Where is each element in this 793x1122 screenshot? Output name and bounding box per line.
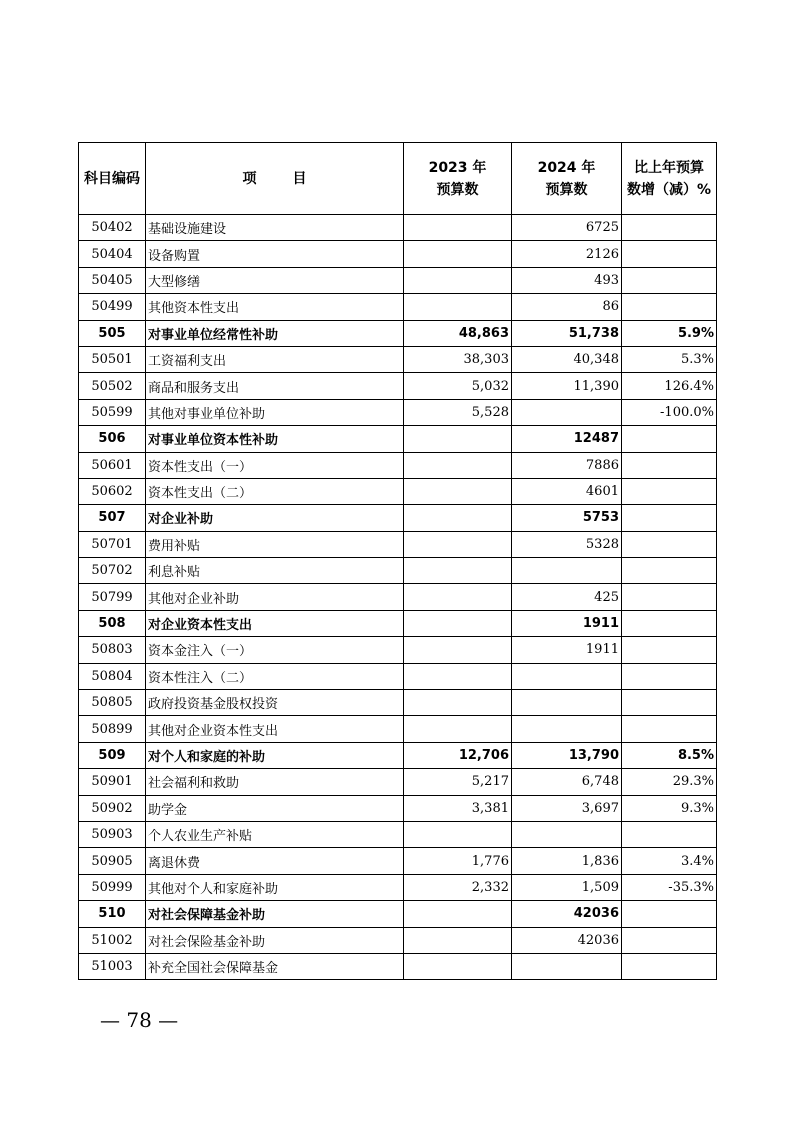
cell-2024: 5753: [512, 505, 622, 531]
cell-2024: 7886: [512, 452, 622, 478]
cell-name: 资本金注入（一）: [146, 637, 404, 663]
cell-change: [622, 294, 717, 320]
cell-2023: 5,032: [404, 373, 512, 399]
cell-change: -35.3%: [622, 874, 717, 900]
cell-2023: 38,303: [404, 346, 512, 372]
table-row: [79, 769, 717, 795]
table-row: [79, 690, 717, 716]
cell-code: 508: [79, 610, 146, 636]
cell-change: [622, 663, 717, 689]
cell-change: [622, 241, 717, 267]
table-row: [79, 927, 717, 953]
cell-2024: 11,390: [512, 373, 622, 399]
cell-name: 个人农业生产补贴: [146, 821, 404, 847]
cell-code: 50899: [79, 716, 146, 742]
cell-change: [622, 558, 717, 584]
table-row: [79, 478, 717, 504]
cell-code: 50805: [79, 690, 146, 716]
cell-change: 5.3%: [622, 346, 717, 372]
cell-name: 社会福利和救助: [146, 769, 404, 795]
table-row: [79, 874, 717, 900]
cell-2024: 5328: [512, 531, 622, 557]
cell-name: 其他对企业资本性支出: [146, 716, 404, 742]
table-row: [79, 452, 717, 478]
cell-2023: [404, 637, 512, 663]
cell-2024: 42036: [512, 927, 622, 953]
cell-change: 8.5%: [622, 742, 717, 768]
header-2023-line1: 2023 年: [428, 159, 487, 176]
cell-code: 50701: [79, 531, 146, 557]
cell-name: 其他对企业补助: [146, 584, 404, 610]
cell-name: 大型修缮: [146, 267, 404, 293]
cell-name: 对事业单位资本性补助: [146, 426, 404, 452]
table-header-row: [79, 143, 717, 215]
table-row: [79, 953, 717, 979]
cell-name: 其他对个人和家庭补助: [146, 874, 404, 900]
cell-change: [622, 452, 717, 478]
cell-2023: [404, 610, 512, 636]
cell-code: 50601: [79, 452, 146, 478]
cell-change: 3.4%: [622, 848, 717, 874]
cell-2023: 5,217: [404, 769, 512, 795]
cell-2024: 12487: [512, 426, 622, 452]
cell-code: 50402: [79, 215, 146, 241]
cell-2024: 3,697: [512, 795, 622, 821]
cell-change: [622, 716, 717, 742]
cell-2023: [404, 690, 512, 716]
cell-code: 50502: [79, 373, 146, 399]
cell-2024: [512, 399, 622, 425]
cell-code: 50405: [79, 267, 146, 293]
cell-2023: [404, 531, 512, 557]
cell-change: [622, 821, 717, 847]
table-row: [79, 267, 717, 293]
cell-2023: [404, 478, 512, 504]
cell-change: [622, 267, 717, 293]
cell-2023: [404, 927, 512, 953]
cell-change: [622, 610, 717, 636]
cell-name: 对社会保险基金补助: [146, 927, 404, 953]
table-row: [79, 320, 717, 346]
cell-2023: [404, 821, 512, 847]
cell-code: 50905: [79, 848, 146, 874]
cell-name: 费用补贴: [146, 531, 404, 557]
header-2024-line1: 2024 年: [537, 159, 596, 176]
cell-2024: 425: [512, 584, 622, 610]
cell-2023: 1,776: [404, 848, 512, 874]
cell-code: 50799: [79, 584, 146, 610]
cell-name: 其他资本性支出: [146, 294, 404, 320]
cell-code: 50404: [79, 241, 146, 267]
cell-2024: [512, 558, 622, 584]
cell-name: 资本性注入（二）: [146, 663, 404, 689]
cell-name: 对企业补助: [146, 505, 404, 531]
cell-2024: 6725: [512, 215, 622, 241]
cell-code: 50803: [79, 637, 146, 663]
cell-code: 506: [79, 426, 146, 452]
budget-table: [78, 142, 717, 980]
cell-name: 基础设施建设: [146, 215, 404, 241]
cell-2024: 1,836: [512, 848, 622, 874]
cell-code: 505: [79, 320, 146, 346]
cell-change: [622, 637, 717, 663]
cell-2024: 13,790: [512, 742, 622, 768]
header-2023-line2: 预算数: [436, 181, 479, 198]
cell-2023: [404, 953, 512, 979]
cell-name: 助学金: [146, 795, 404, 821]
table-row: [79, 610, 717, 636]
header-item-a: 项: [242, 170, 257, 187]
cell-2024: 86: [512, 294, 622, 320]
cell-name: 工资福利支出: [146, 346, 404, 372]
cell-2024: 51,738: [512, 320, 622, 346]
header-item-b: 目: [292, 170, 307, 187]
table-row: [79, 848, 717, 874]
cell-2024: 40,348: [512, 346, 622, 372]
cell-change: 29.3%: [622, 769, 717, 795]
table-row: [79, 558, 717, 584]
cell-2023: [404, 215, 512, 241]
cell-2024: 1911: [512, 610, 622, 636]
table-row: [79, 637, 717, 663]
cell-code: 50599: [79, 399, 146, 425]
table-row: [79, 373, 717, 399]
cell-name: 资本性支出（二）: [146, 478, 404, 504]
cell-code: 507: [79, 505, 146, 531]
table-row: [79, 663, 717, 689]
table-row: [79, 901, 717, 927]
cell-2023: 3,381: [404, 795, 512, 821]
cell-2023: 5,528: [404, 399, 512, 425]
header-2024-line2: 预算数: [545, 181, 588, 198]
cell-2024: 4601: [512, 478, 622, 504]
cell-2023: [404, 294, 512, 320]
cell-change: 126.4%: [622, 373, 717, 399]
cell-code: 510: [79, 901, 146, 927]
page-number: — 78 —: [100, 1008, 179, 1032]
cell-code: 50999: [79, 874, 146, 900]
cell-name: 补充全国社会保障基金: [146, 953, 404, 979]
table-row: [79, 821, 717, 847]
header-2023: [404, 143, 512, 215]
cell-change: [622, 478, 717, 504]
cell-name: 对社会保障基金补助: [146, 901, 404, 927]
cell-code: 50702: [79, 558, 146, 584]
table-row: [79, 426, 717, 452]
cell-change: [622, 927, 717, 953]
table-body: [79, 215, 717, 980]
cell-2024: 2126: [512, 241, 622, 267]
cell-2024: [512, 663, 622, 689]
cell-name: 对个人和家庭的补助: [146, 742, 404, 768]
cell-name: 其他对事业单位补助: [146, 399, 404, 425]
header-change-line1: 比上年预算: [634, 159, 704, 176]
cell-2023: [404, 505, 512, 531]
cell-code: 50901: [79, 769, 146, 795]
cell-change: [622, 690, 717, 716]
cell-2024: 42036: [512, 901, 622, 927]
cell-2024: [512, 821, 622, 847]
table-row: [79, 241, 717, 267]
header-item: [146, 143, 404, 215]
cell-change: 5.9%: [622, 320, 717, 346]
cell-2023: [404, 901, 512, 927]
cell-code: 50499: [79, 294, 146, 320]
cell-2024: [512, 716, 622, 742]
cell-2024: [512, 690, 622, 716]
cell-code: 509: [79, 742, 146, 768]
cell-2023: 48,863: [404, 320, 512, 346]
cell-2024: 1911: [512, 637, 622, 663]
cell-2024: 6,748: [512, 769, 622, 795]
cell-name: 商品和服务支出: [146, 373, 404, 399]
cell-change: [622, 901, 717, 927]
cell-2023: [404, 426, 512, 452]
cell-2023: [404, 716, 512, 742]
table-row: [79, 742, 717, 768]
cell-change: [622, 505, 717, 531]
cell-2024: 493: [512, 267, 622, 293]
header-change-line2: 数增（减）%: [626, 181, 712, 198]
cell-code: 50903: [79, 821, 146, 847]
table-row: [79, 215, 717, 241]
cell-name: 对事业单位经常性补助: [146, 320, 404, 346]
header-2024: [512, 143, 622, 215]
cell-2024: 1,509: [512, 874, 622, 900]
cell-code: 51002: [79, 927, 146, 953]
table-row: [79, 346, 717, 372]
cell-change: -100.0%: [622, 399, 717, 425]
cell-name: 对企业资本性支出: [146, 610, 404, 636]
cell-name: 设备购置: [146, 241, 404, 267]
cell-name: 离退休费: [146, 848, 404, 874]
cell-2023: [404, 241, 512, 267]
cell-2023: [404, 267, 512, 293]
cell-2023: 2,332: [404, 874, 512, 900]
cell-change: [622, 215, 717, 241]
cell-change: 9.3%: [622, 795, 717, 821]
cell-code: 50804: [79, 663, 146, 689]
cell-name: 利息补贴: [146, 558, 404, 584]
table-row: [79, 584, 717, 610]
header-code: 科目编码: [79, 143, 146, 215]
header-change: [622, 143, 717, 215]
table-row: [79, 294, 717, 320]
cell-2023: 12,706: [404, 742, 512, 768]
table-row: [79, 795, 717, 821]
cell-2023: [404, 558, 512, 584]
table-row: [79, 716, 717, 742]
cell-name: 资本性支出（一）: [146, 452, 404, 478]
table-row: [79, 399, 717, 425]
table-row: [79, 531, 717, 557]
cell-change: [622, 531, 717, 557]
cell-2023: [404, 584, 512, 610]
cell-2023: [404, 452, 512, 478]
table-row: [79, 505, 717, 531]
cell-2023: [404, 663, 512, 689]
cell-2024: [512, 953, 622, 979]
cell-code: 50902: [79, 795, 146, 821]
cell-change: [622, 953, 717, 979]
cell-change: [622, 584, 717, 610]
cell-code: 51003: [79, 953, 146, 979]
cell-change: [622, 426, 717, 452]
cell-code: 50501: [79, 346, 146, 372]
cell-code: 50602: [79, 478, 146, 504]
cell-name: 政府投资基金股权投资: [146, 690, 404, 716]
